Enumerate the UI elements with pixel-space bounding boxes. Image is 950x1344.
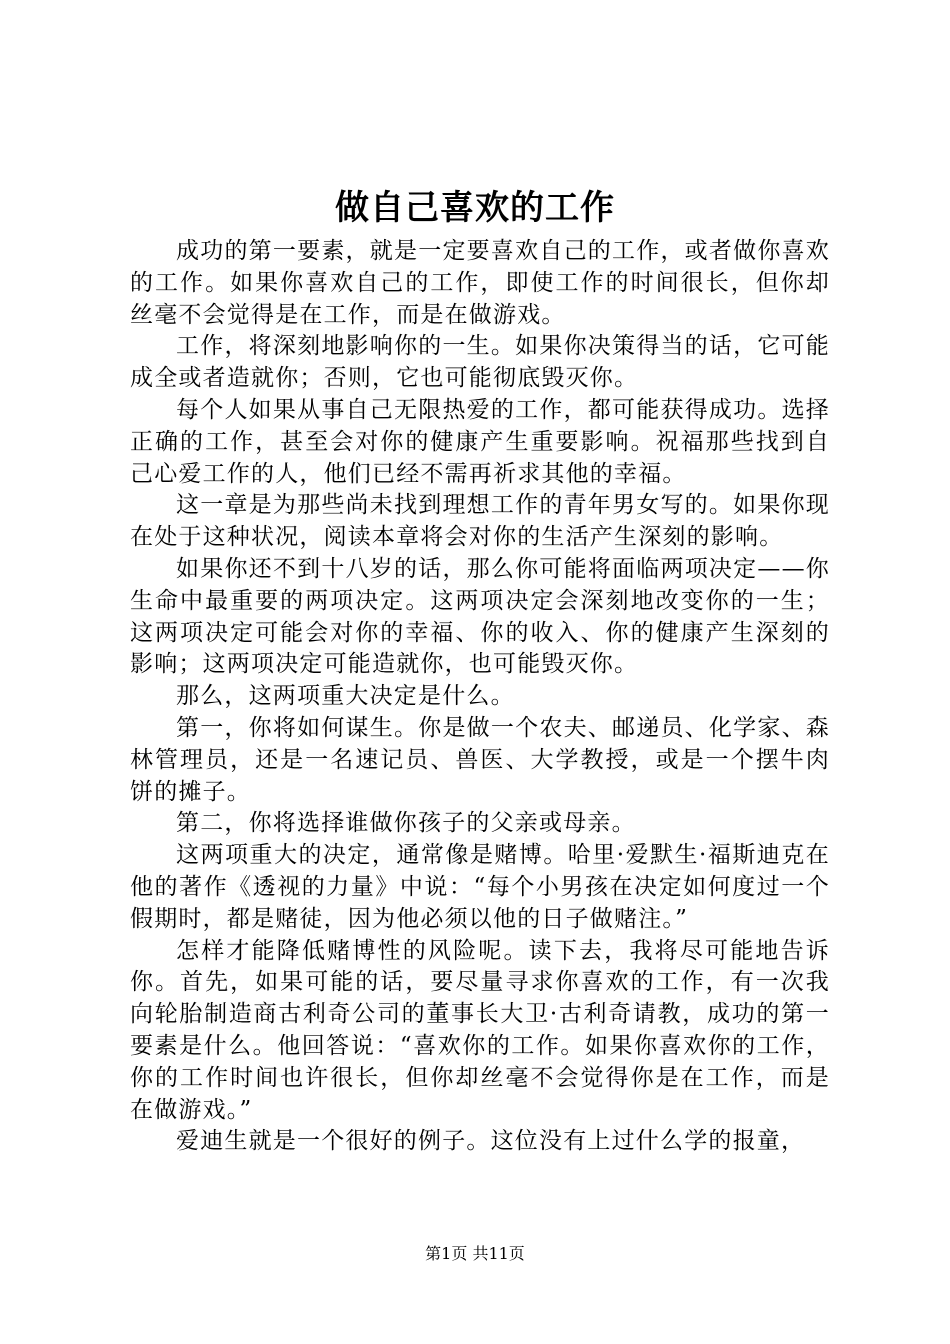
document-body: [130, 236, 830, 1158]
page-footer: 第1页 共11页: [425, 1244, 525, 1263]
paragraph: 爱迪生就是一个很好的例子。这位没有上过什么学的报童，: [176, 1128, 806, 1155]
paragraph: 那么，这两项重大决定是什么。: [176, 683, 515, 710]
paragraph: 成功的第一要素，就是一定要喜欢自己的工作，或者做你喜欢的工作。如果你喜欢自己的工作，即使工作的时间很长，但你却丝毫不会觉得是在工作，而是在做游戏。: [130, 238, 830, 328]
paragraph: 如果你还不到十八岁的话，那么你可能将面临两项决定——你生命中最重要的两项决定。这两项决定会深刻地改变你的一生；这两项决定可能会对你的幸福、你的收入、你的健康产生深刻的影响；这两项决定可能造就你，也可能毁灭你。: [130, 555, 830, 678]
paragraph: 第一，你将如何谋生。你是做一个农夫、邮递员、化学家、森林管理员，还是一名速记员、兽医、大学教授，或是一个摆牛肉饼的摊子。: [130, 714, 830, 805]
paragraph: 工作，将深刻地影响你的一生。如果你决策得当的话，它可能成全或者造就你；否则，它也可能彻底毁灭你。: [130, 333, 830, 392]
paragraph: 第二，你将选择谁做你孩子的父亲或母亲。: [176, 810, 636, 837]
paragraph: 怎样才能降低赌博性的风险呢。读下去，我将尽可能地告诉你。首先，如果可能的话，要尽量寻求你喜欢的工作，有一次我向轮胎制造商古利奇公司的董事长大卫·古利奇请教，成功的第一要素是什么。他回答说：“喜欢你的工作。如果你喜欢你的工作，你的工作时间也许很长，但你却丝毫不会觉得你是在工作，而是在做游戏。”: [130, 937, 830, 1123]
document-title: 做自己喜欢的工作: [335, 188, 615, 228]
paragraph: 这两项重大的决定，通常像是赌博。哈里·爱默生·福斯迪克在他的著作《透视的力量》中说：“每个小男孩在决定如何度过一个假期时，都是赌徒，因为他必须以他的日子做赌注。”: [130, 842, 830, 932]
paragraph: 这一章是为那些尚未找到理想工作的青年男女写的。如果你现在处于这种状况，阅读本章将会对你的生活产生深刻的影响。: [130, 492, 830, 551]
paragraph: 每个人如果从事自己无限热爱的工作，都可能获得成功。选择正确的工作，甚至会对你的健康产生重要影响。祝福那些找到自己心爱工作的人，他们已经不需再祈求其他的幸福。: [130, 396, 830, 487]
